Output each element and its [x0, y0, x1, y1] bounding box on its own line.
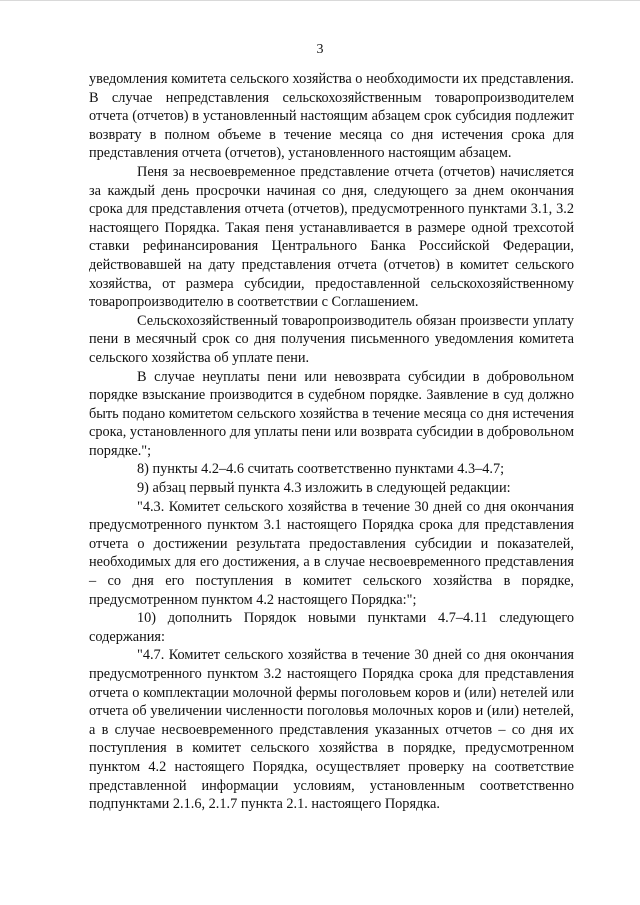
paragraph-clause-4-7: "4.7. Комитет сельского хозяйства в течение 30 дней со дня окончания предусмотренного пунктом 3.2 настоящего Порядка срока для представления отчета о комплектации молочной фермы поголовьем коров и (или) нетелей или отчета об увеличении численности поголовья молочных коров и (или) нетелей, а в случае несвоевременного представления указанных отчетов – со дня их поступления в комитет сельского хозяйства в порядке, предусмотренном пунктом 4.2 настоящего Порядка, осуществляет проверку на соответствие представленной информации условиям, установленным соответственно подпунктами 2.1.6, 2.1.7 пункта 2.1. настоящего Порядка.	[89, 647, 574, 813]
paragraph-court-recovery: В случае неуплаты пени или невозврата субсидии в добровольном порядке взыскание производится в судебном порядке. Заявление в суд должно быть подано комитетом сельского хозяйства в течение месяца со дня истечения срока, установленного для уплаты пени или возврата субсидии в добровольном порядке.";	[89, 368, 574, 459]
paragraph-item-9: 9) абзац первый пункта 4.3 изложить в следующей редакции:	[137, 480, 511, 497]
paragraph-clause-4-3: "4.3. Комитет сельского хозяйства в течение 30 дней со дня окончания предусмотренного пунктом 3.1 настоящего Порядка срока для представления отчета о достижении результата предоставления субсидии и показателей, необходимых для его достижения, а в случае несвоевременного представления – со дня его поступления в комитет сельского хозяйства в порядке, предусмотренном пунктом 4.2 настоящего Порядка:";	[89, 498, 574, 608]
scan-top-edge	[0, 0, 640, 3]
paragraph-item-10: 10) дополнить Порядок новыми пунктами 4.7–4.11 следующего содержания:	[89, 610, 574, 645]
paragraph-item-8: 8) пункты 4.2–4.6 считать соответственно пунктами 4.3–4.7;	[137, 461, 505, 478]
document-body	[89, 70, 574, 814]
paragraph-penalty-payment: Сельскохозяйственный товаропроизводитель обязан произвести уплату пени в месячный срок со дня получения письменного уведомления комитета сельского хозяйства об уплате пени.	[89, 312, 574, 366]
paragraph-notification-continuation: уведомления комитета сельского хозяйства о необходимости их представления. В случае непредставления сельскохозяйственным товаропроизводителем отчета (отчетов) в установленный настоящим абзацем срок субсидия подлежит возврату в полном объеме в течение месяца со дня истечения срока для представления отчета (отчетов), установленного настоящим абзацем.	[89, 71, 574, 162]
paragraph-penalty: Пеня за несвоевременное представление отчета (отчетов) начисляется за каждый день просрочки начиная со дня, следующего за днем окончания срока для представления отчета (отчетов), предусмотренного пунктами 3.1, 3.2 настоящего Порядка. Такая пеня устанавливается в размере одной трехсотой ставки рефинансирования Центрального Банка Российской Федерации, действовавшей на дату представления отчета (отчетов) в комитет сельского хозяйства, от размера субсидии, предоставленной сельскохозяйственному товаропроизводителю в соответствии с Соглашением.	[89, 163, 574, 311]
page-number: 3	[316, 42, 324, 57]
